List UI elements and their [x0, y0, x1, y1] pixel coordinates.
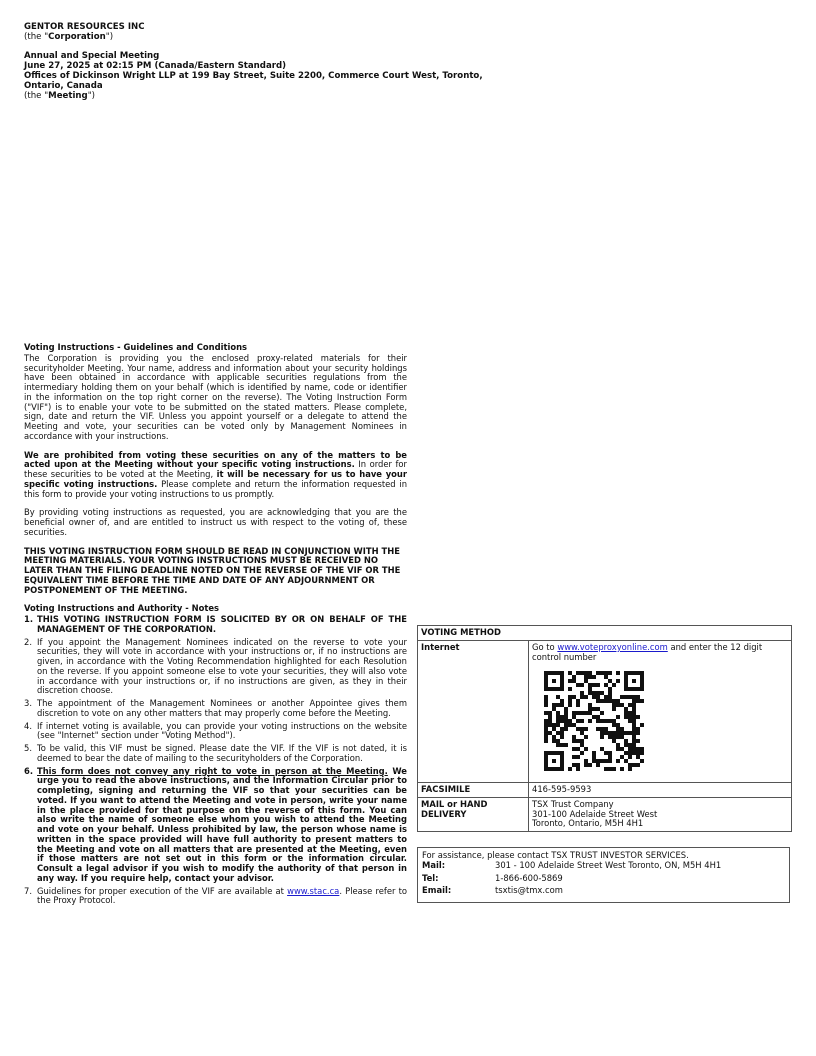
- mail-delivery-label: MAIL or HAND DELIVERY: [418, 797, 529, 831]
- note-item: 2. If you appoint the Management Nominees indicated on the reverse to vote your securities, they will vote in accordance with your instructions or, if no instructions are given, in accordance with the Voting Recommendation highlighted for each Resolution on the reverse. If you appoint someone else to vote your securities, they will also vote in accordance with your instructions or, if no instructions are given, as they in their discretion choose.: [24, 636, 407, 696]
- note-item: 5. To be valid, this VIF must be signed. Please date the VIF. If the VIF is not dated, it is deemed to bear the date of mailing to the securityholders of the Corporation.: [24, 743, 407, 763]
- qr-code-icon[interactable]: [544, 671, 644, 771]
- voting-method-table: [417, 625, 792, 832]
- note-item: 7. Guidelines for proper execution of the VIF are available at www.stac.ca. Please refer to the Proxy Protocol.: [24, 885, 407, 906]
- guidelines-title: Voting Instructions - Guidelines and Conditions: [24, 342, 248, 352]
- assistance-intro: For assistance, please contact TSX TRUST INVESTOR SERVICES.: [422, 850, 689, 860]
- mail-delivery-address: TSX Trust Company 301-100 Adelaide Street West Toronto, Ontario, M5H 4H1: [529, 797, 792, 831]
- note-item: 4. If internet voting is available, you can provide your voting instructions on the website (see "Internet" section under "Voting Method").: [24, 720, 407, 741]
- guidelines-paragraph-3: By providing voting instructions as requested, you are acknowledging that you are the beneficial owner of, and are entitled to instruct us with respect to the voting of, these securities.: [24, 507, 407, 537]
- corporation-definition: (the "Corporation"): [24, 31, 114, 42]
- guidelines-paragraph-4: THIS VOTING INSTRUCTION FORM SHOULD BE READ IN CONJUNCTION WITH THE MEETING MATERIALS. YOUR VOTING INSTRUCTIONS MUST BE RECEIVED NO LATER THAN THE FILING DEADLINE NOTED ON THE REVERSE OF THE VIF OR THE EQUIVALENT TIME BEFORE THE TIME AND DATE OF ANY ADJOURNMENT OR POSTPONEMENT OF THE MEETING.: [24, 545, 401, 595]
- meeting-definition: (the "Meeting"): [24, 90, 95, 101]
- note-item: 3. The appointment of the Management Nominees or another Appointee gives them discretion to vote on any other matters that may properly come before the Meeting.: [24, 698, 407, 718]
- meeting-type: Annual and Special Meeting: [24, 50, 160, 61]
- note-item: 1. THIS VOTING INSTRUCTION FORM IS SOLICITED BY OR ON BEHALF OF THE MANAGEMENT OF THE CORPORATION.: [24, 614, 407, 634]
- voting-method-box: [417, 625, 792, 832]
- guidelines-paragraph-1: The Corporation is providing you the enclosed proxy-related materials for their securityholder Meeting. Your name, address and information about your security holdings have been obtained in accordance with applicable securities regulations from the intermediary holding them on your behalf (which is identified by name, code or identifier in the information on the top right corner on the reverse). The Voting Instruction Form ("VIF") is to enable your vote to be submitted on the stated matters. Please complete, sign, date and return the VIF. Unless you appoint yourself or a delegate to attend the Meeting and vote, your securities can be voted only by Management Nominees in accordance with your instructions.: [24, 352, 407, 441]
- instructions-column: [24, 343, 407, 909]
- facsimile-label: FACSIMILE: [418, 783, 529, 798]
- notes-title: Voting Instructions and Authority - Notes: [24, 603, 220, 614]
- meeting-header: [24, 23, 494, 102]
- facsimile-number: 416-595-9593: [529, 783, 792, 798]
- meeting-location-line1: Offices of Dickinson Wright LLP at 199 Bay Street, Suite 2200, Commerce Court West, Toronto,: [24, 70, 483, 81]
- notes-list: [24, 615, 407, 906]
- stac-link[interactable]: www.stac.ca: [287, 885, 340, 896]
- note-item: 6. This form does not convey any right to vote in person at the Meeting. We urge you to read the above instructions, and the Information Circular prior to completing, signing and returning the VIF so that your securities can be voted. If you want to attend the Meeting and vote in person, write your name in the place provided for that purpose on the reverse of this form. You can also write the name of someone else whom you wish to attend the Meeting and vote on your behalf. Unless prohibited by law, the person whose name is written in the space provided will have full authority to present matters to the Meeting and vote on all matters that are presented at the Meeting, even if those matters are not set out in this form or the information circular. Consult a legal advisor if you wish to modify the authority of that person in any way. If you require help, contact your advisor.: [24, 765, 407, 883]
- assistance-tel-row: Tel: 1-866-600-5869: [422, 872, 563, 883]
- voteproxyonline-link[interactable]: www.voteproxyonline.com: [557, 641, 668, 652]
- company-name: GENTOR RESOURCES INC: [24, 22, 145, 32]
- meeting-date: June 27, 2025 at 02:15 PM (Canada/Eastern Standard): [24, 60, 287, 71]
- meeting-location-line2: Ontario, Canada: [24, 80, 103, 91]
- voting-method-title: VOTING METHOD: [418, 626, 792, 641]
- internet-cell: [529, 640, 792, 782]
- assistance-mail-row: Mail: 301 - 100 Adelaide Street West Toronto, ON, M5H 4H1: [422, 859, 722, 870]
- assistance-email-row: Email: tsxtis@tmx.com: [422, 885, 563, 896]
- internet-instructions: Go to www.voteproxyonline.com and enter the 12 digit control number: [532, 641, 763, 662]
- guidelines-paragraph-2: We are prohibited from voting these securities on any of the matters to be acted upon at the Meeting without your specific voting instructions. In order for these securities to be voted at the Meeting, it will be necessary for us to have your specific voting instructions. Please complete and return the information requested in this form to provide your voting instructions to us promptly.: [24, 449, 408, 499]
- assistance-box: [417, 847, 790, 903]
- internet-label: Internet: [418, 640, 529, 782]
